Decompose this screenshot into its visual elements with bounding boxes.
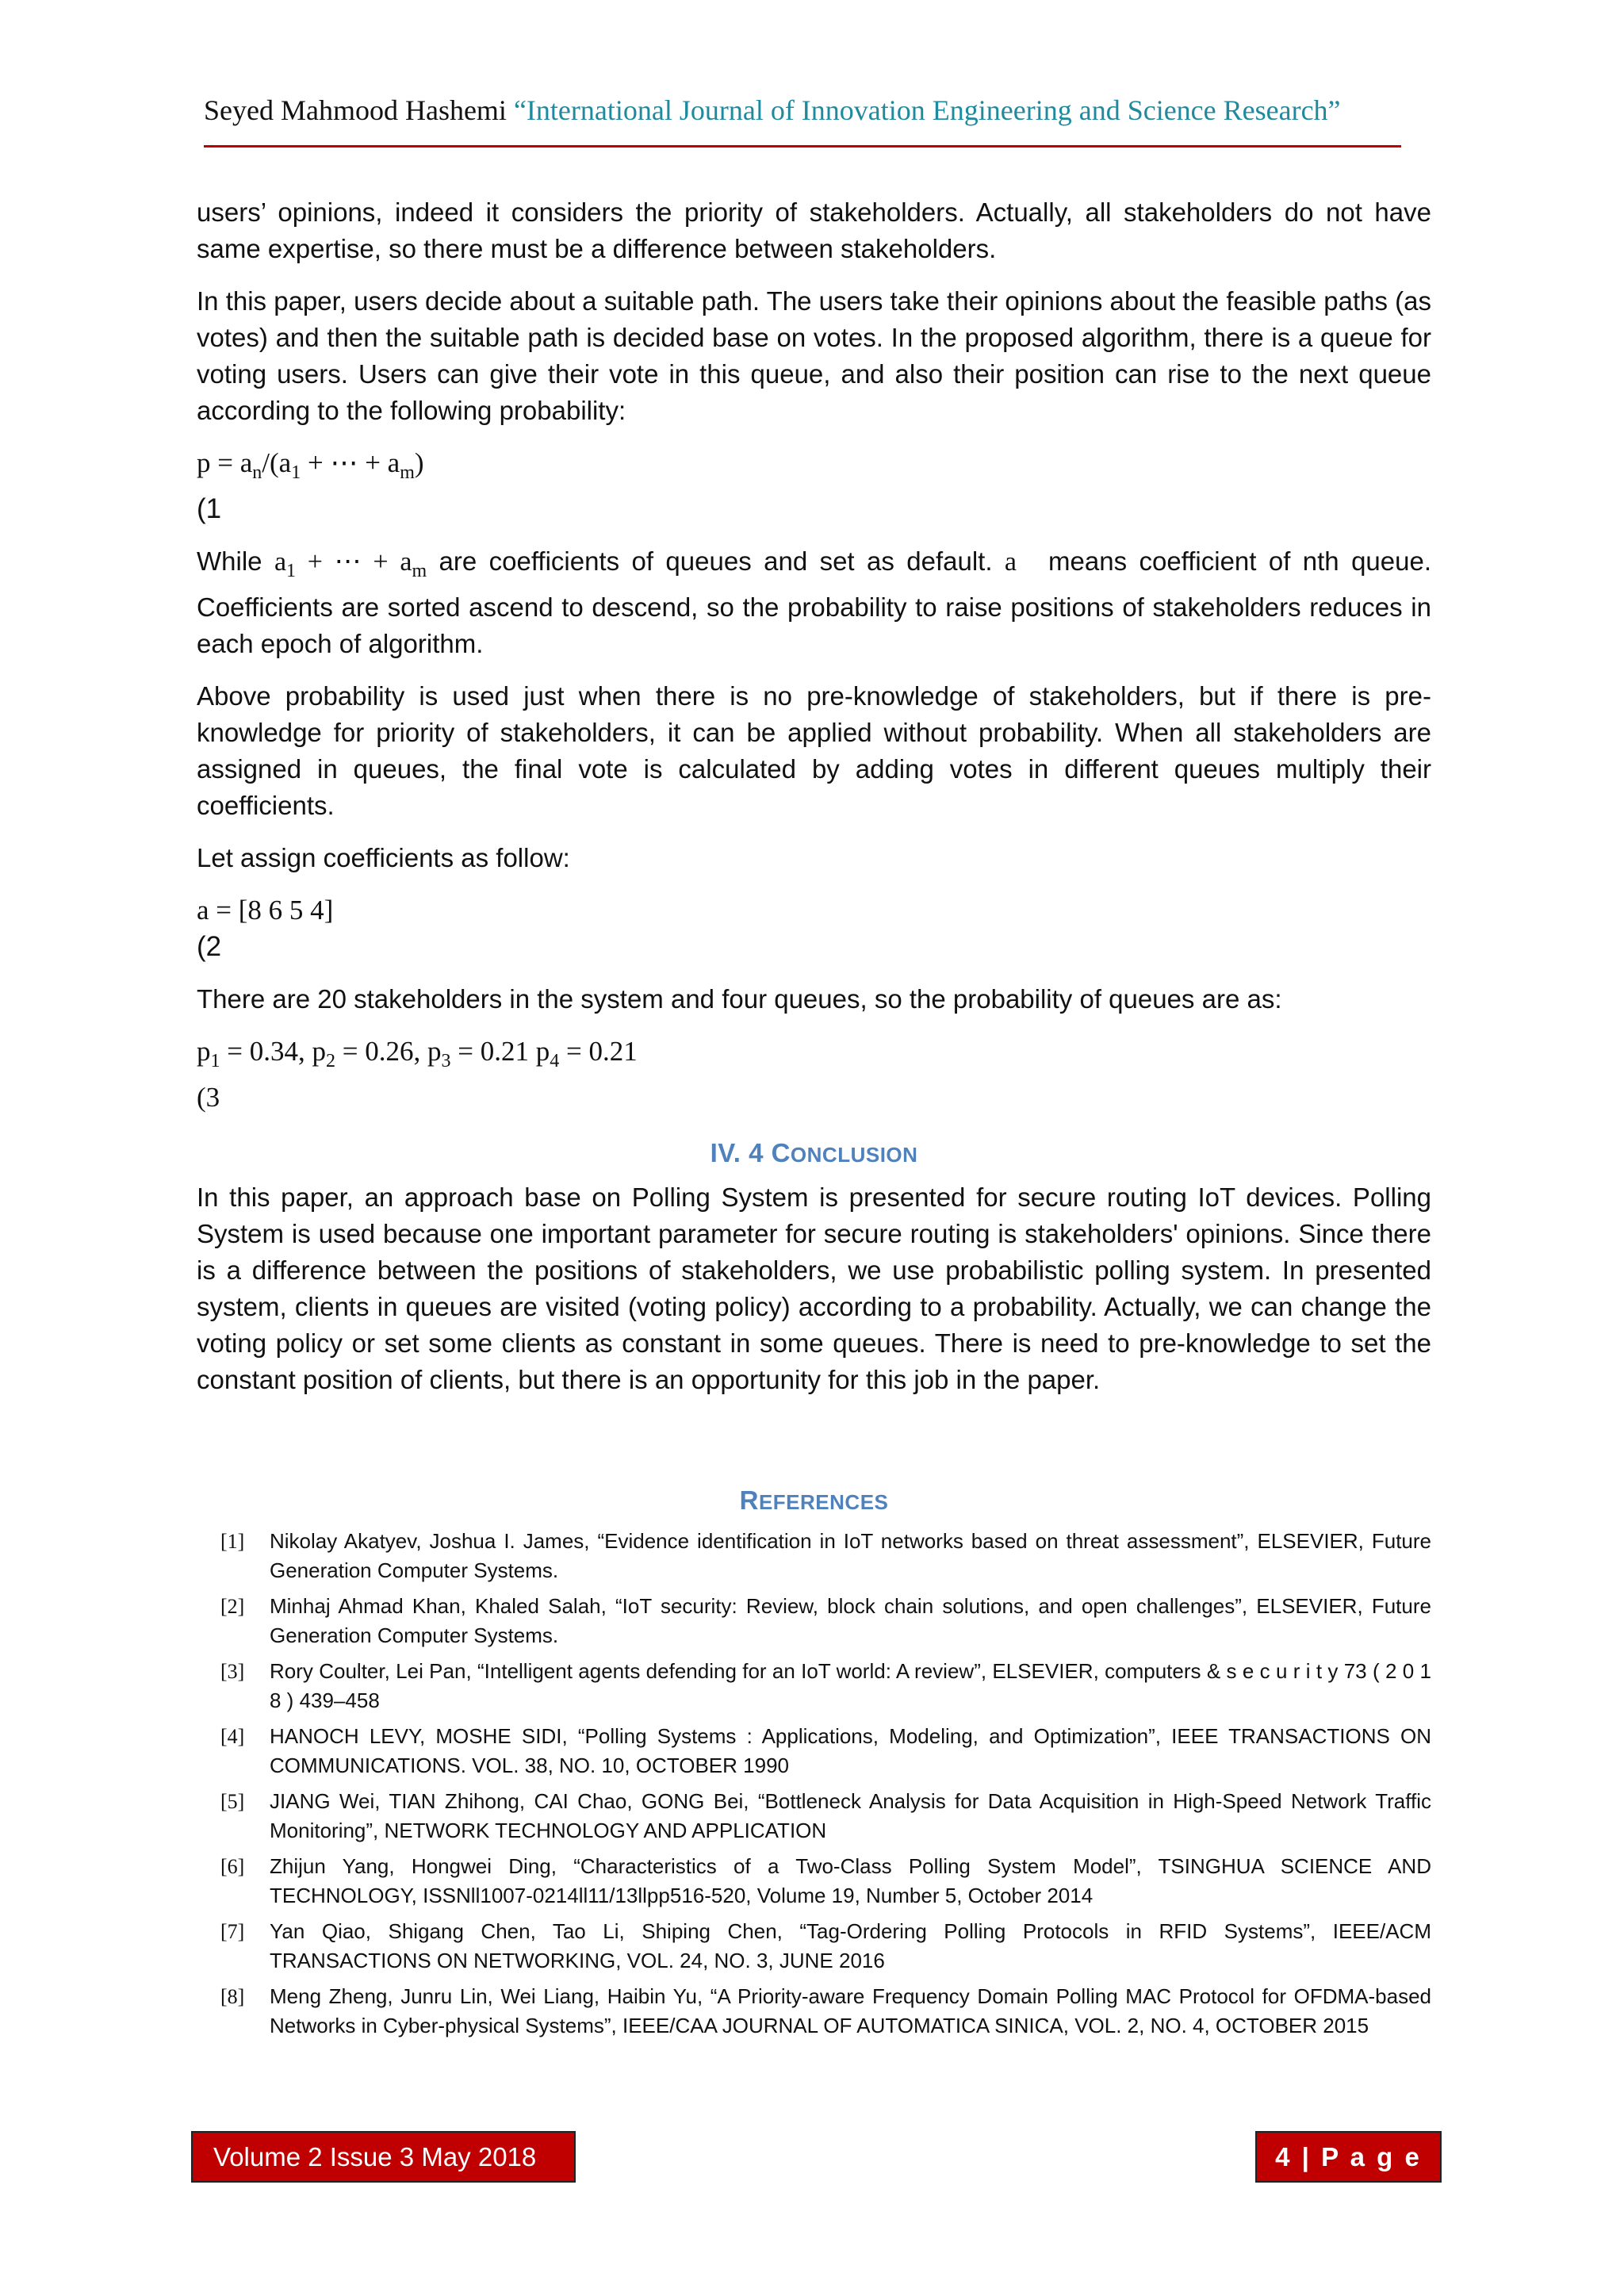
- reference-item: [1] Nikolay Akatyev, Joshua I. James, “Evidence identification in IoT networks based on threat assessment”, ELSEVIER, Future Generation Computer Systems.: [220, 1529, 1431, 1582]
- paragraph-3-end: means coefficient of nth queue. Coefficients are sorted ascend to descend, so the probability to raise positions of stakeholders reduces in each epoch of algorithm.: [197, 546, 1432, 658]
- reference-item: [7] Yan Qiao, Shigang Chen, Tao Li, Shiping Chen, “Tag-Ordering Polling Protocols in RFID Systems”, IEEE/ACM TRANSACTIONS ON NETWORKING, VOL. 24, NO. 3, JUNE 2016: [220, 1919, 1431, 1972]
- inline-coefficients-math: $a_1$ + ⋯ + $a_m$: [274, 547, 427, 581]
- reference-item: [2] Minhaj Ahmad Khan, Khaled Salah, “IoT security: Review, block chain solutions, and open challenges”, ELSEVIER, Future Generation Computer Systems.: [220, 1594, 1431, 1647]
- footer-page-number: 4 | P a g e: [1255, 2131, 1442, 2183]
- conclusion-heading: IV. 4 CONCLUSION: [710, 1138, 918, 1167]
- paragraph-3-mid: are coefficients of queues and set as default.: [427, 546, 1005, 576]
- inline-a-symbol: a: [1004, 547, 1017, 577]
- running-header: [204, 94, 1401, 127]
- reference-list: [197, 1527, 1431, 2041]
- reference-item: [3] Rory Coulter, Lei Pan, “Intelligent agents defending for an IoT world: A review”, ELSEVIER, computers & s e c u r i t y 73 ( 2 0 1 8 ) 439–458: [220, 1659, 1431, 1712]
- paragraph-5: Let assign coefficients as follow:: [197, 843, 570, 872]
- paragraph-1: users’ opinions, indeed it considers the priority of stakeholders. Actually, all stakeholders do not have same expertise, so there must be a difference between stakeholders.: [197, 197, 1431, 263]
- reference-item: [5] JIANG Wei, TIAN Zhihong, CAI Chao, GONG Bei, “Bottleneck Analysis for Data Acquisition in High-Speed Network Traffic Monitoring”, NETWORK TECHNOLOGY AND APPLICATION: [220, 1789, 1431, 1842]
- equation-2: a = [8 6 5 4]: [197, 895, 334, 926]
- equation-1-number: (1: [197, 493, 222, 524]
- references-heading: REFERENCES: [739, 1485, 889, 1515]
- header-author: Seyed Mahmood Hashemi: [204, 94, 514, 126]
- reference-item: [4] HANOCH LEVY, MOSHE SIDI, “Polling Systems : Applications, Modeling, and Optimization”, IEEE TRANSACTIONS ON COMMUNICATIONS. VOL. 38, NO. 10, OCTOBER 1990: [220, 1724, 1431, 1777]
- equation-2-number: (2: [197, 931, 222, 962]
- equation-1: $p = a_n/(a_1$ + ⋯ + $a_m$): [197, 447, 424, 483]
- footer-issue-box: Volume 2 Issue 3 May 2018: [191, 2131, 576, 2183]
- paragraph-2: In this paper, users decide about a suitable path. The users take their opinions about the feasible paths (as votes) and then the suitable path is decided base on votes. In the proposed algorithm, there is a queue for voting users. Users can give their vote in this queue, and also their position can rise to the next queue according to the following probability:: [197, 286, 1431, 425]
- reference-item: [8] Meng Zheng, Junru Lin, Wei Liang, Haibin Yu, “A Priority-aware Frequency Domain Polling MAC Protocol for OFDMA-based Networks in Cyber-physical Systems”, IEEE/CAA JOURNAL OF AUTOMATICA SINICA, VOL. 2, NO. 4, OCTOBER 2015: [220, 1984, 1431, 2037]
- page-body: [197, 194, 1431, 2047]
- equation-3-number: (3: [197, 1082, 220, 1113]
- conclusion-paragraph: In this paper, an approach base on Polling System is presented for secure routing IoT devices. Polling System is used because one important parameter for secure routing is stakeholders' opinions. Since there is a difference between the positions of stakeholders, we use probabilistic polling system. In presented system, clients in queues are visited (voting policy) according to a probability. Actually, we can change the voting policy or set some clients as constant in some queues. There is need to pre-knowledge to set the constant position of clients, but there is an opportunity for this job in the paper.: [197, 1182, 1431, 1394]
- paragraph-6: There are 20 stakeholders in the system and four queues, so the probability of queues are as:: [197, 984, 1282, 1014]
- reference-item: [6] Zhijun Yang, Hongwei Ding, “Characteristics of a Two-Class Polling System Model”, TSINGHUA SCIENCE AND TECHNOLOGY, ISSNll1007-0214ll11/13llpp516-520, Volume 19, Number 5, October 2014: [220, 1854, 1431, 1907]
- paragraph-3-start: While: [197, 546, 274, 576]
- paragraph-4: Above probability is used just when there is no pre-knowledge of stakeholders, but if there is pre-knowledge for priority of stakeholders, it can be applied without probability. When all stakeholders are assigned in queues, the final vote is calculated by adding votes in different queues multiply their coefficients.: [197, 681, 1431, 820]
- header-journal-title: “International Journal of Innovation Engineering and Science Research”: [513, 94, 1341, 126]
- equation-3: $p_1 = 0.34$, $p_2 = 0.26$, $p_3 = 0.21$ $p_4 = 0.21$: [197, 1036, 638, 1071]
- paragraph-3: [197, 543, 1431, 662]
- header-divider: [204, 145, 1401, 148]
